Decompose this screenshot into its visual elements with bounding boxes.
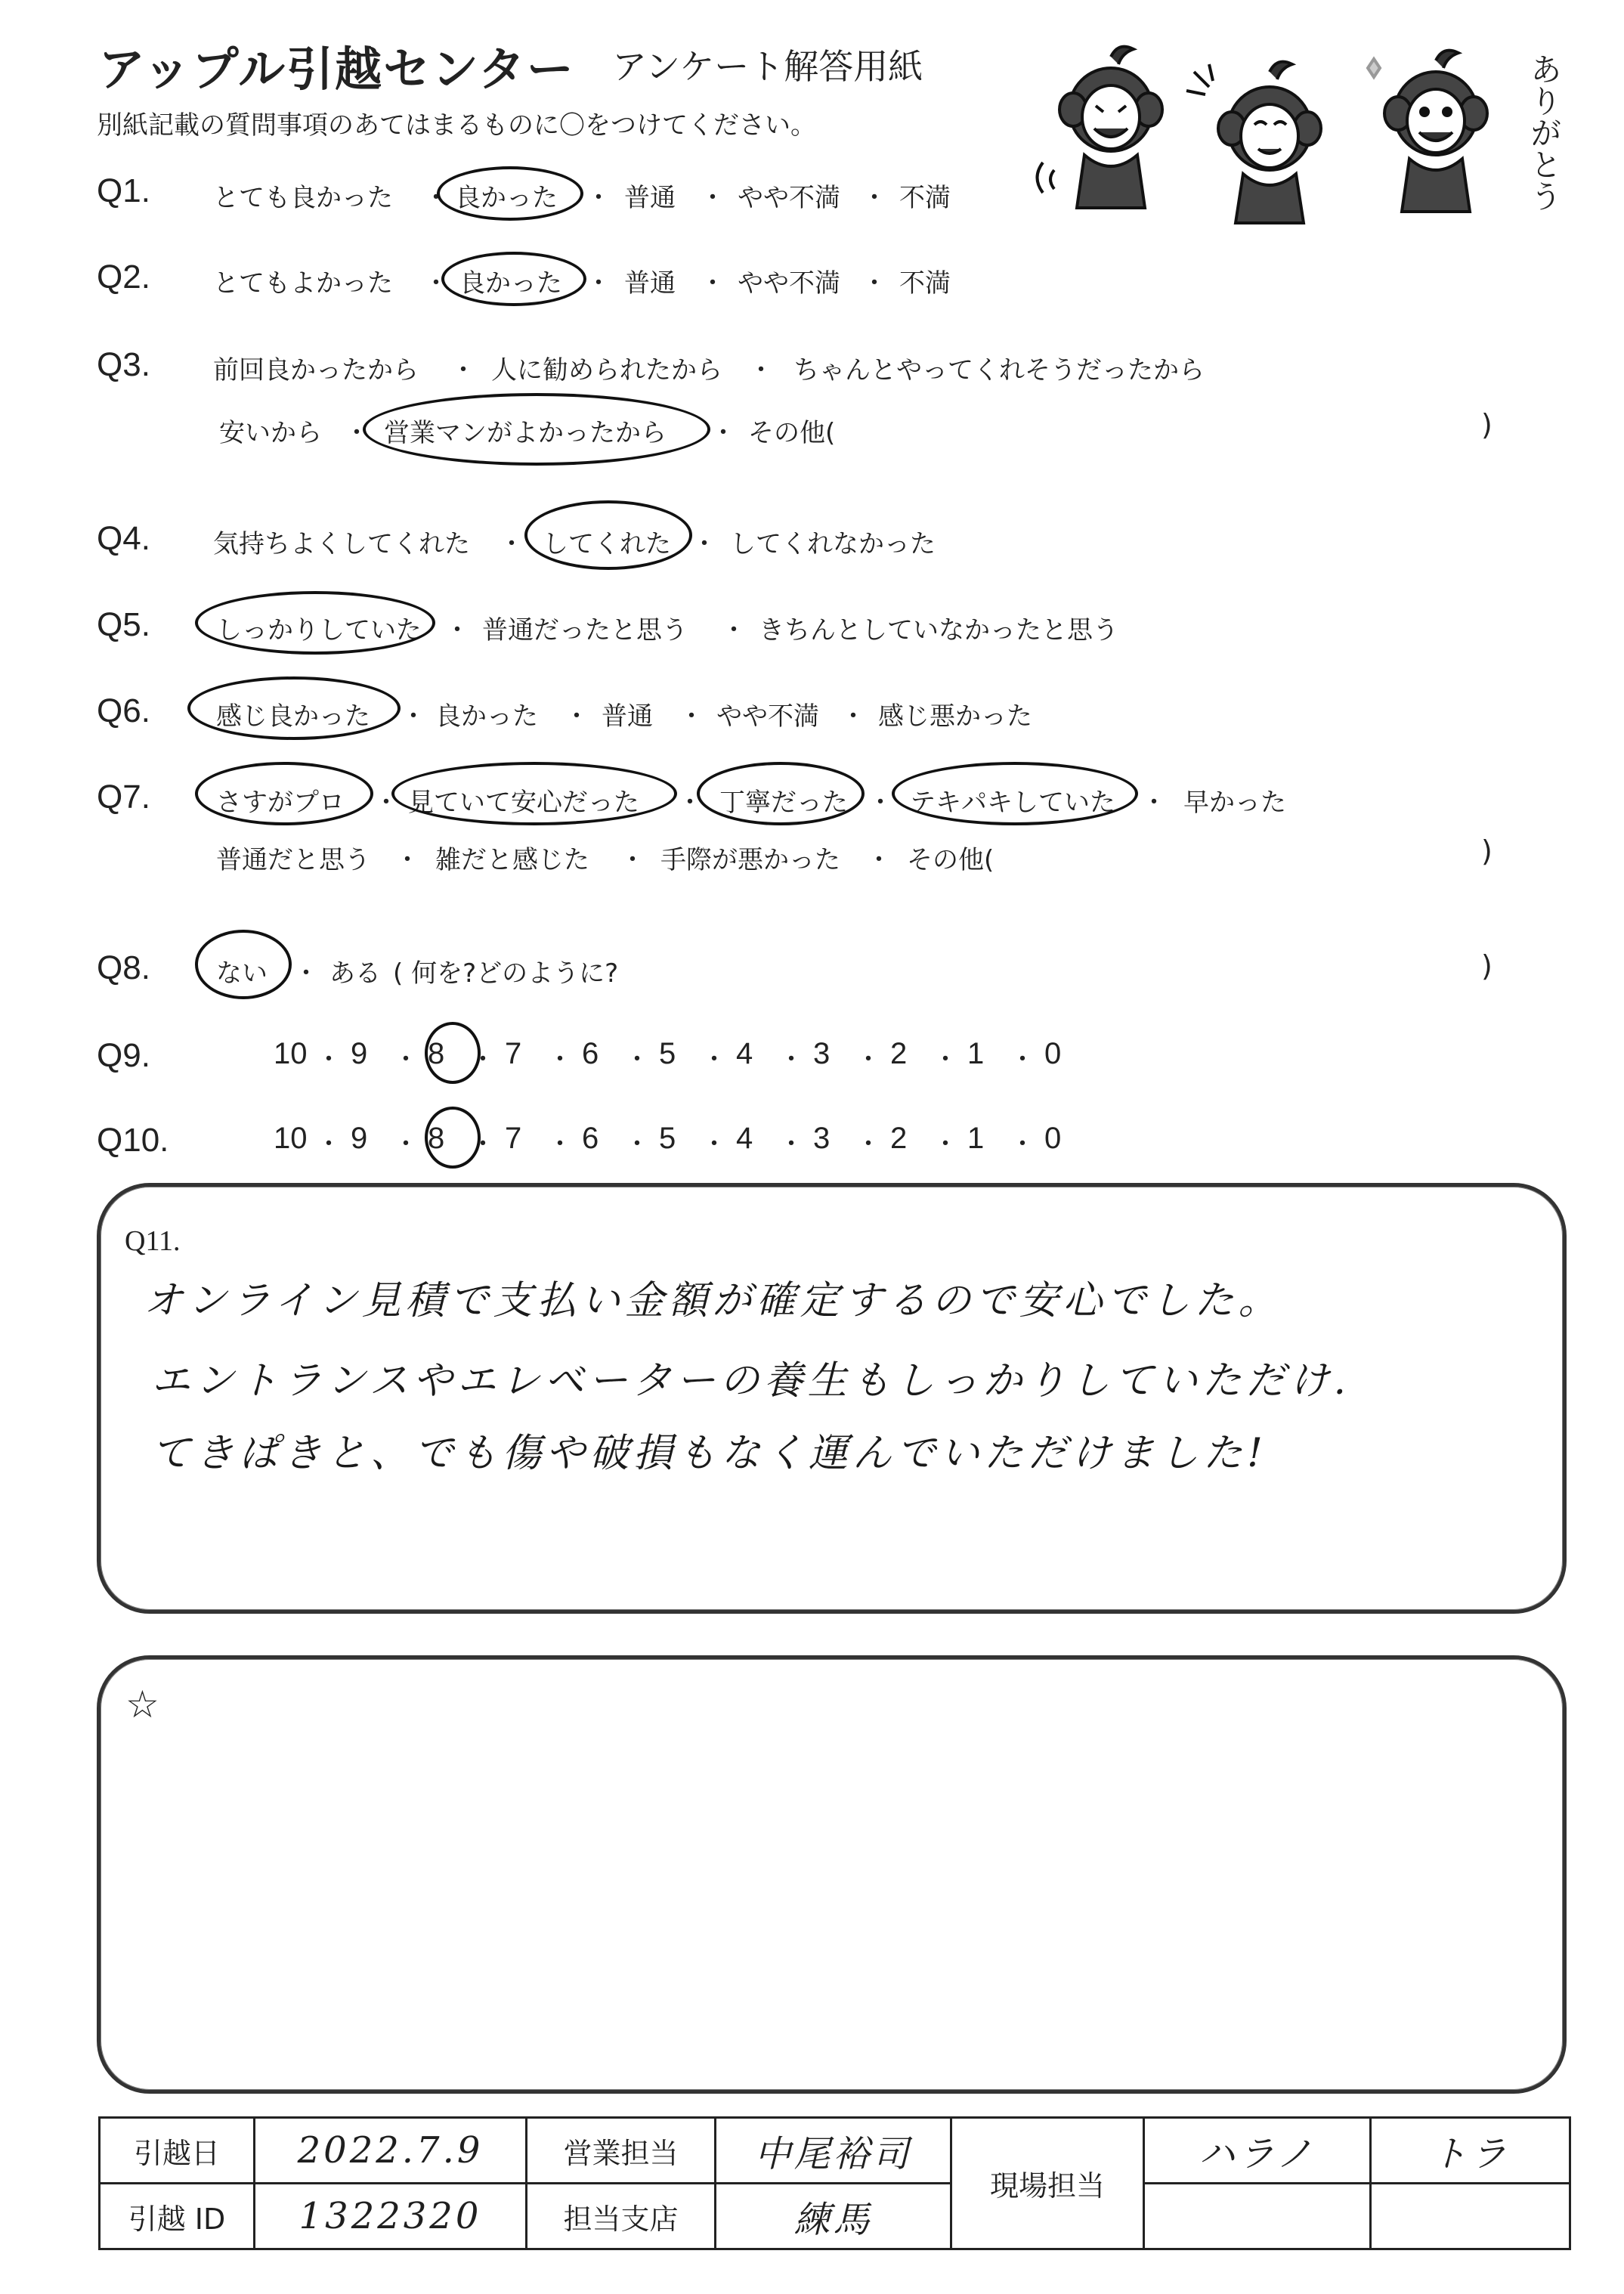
thanks-label: ありがとう: [1526, 53, 1563, 212]
q9-selected-circle: [425, 1022, 481, 1084]
separator-dot: ・: [868, 788, 893, 818]
star-comment-box[interactable]: [97, 1655, 1567, 2094]
q5-option-1[interactable]: しっかりしていた: [216, 615, 422, 645]
q6-option-4[interactable]: やや不満: [716, 701, 819, 732]
separator-dot: ・: [933, 1129, 958, 1159]
q5-option-3[interactable]: きちんとしていなかったと思う: [759, 615, 1118, 645]
q4-option-1[interactable]: 気持ちよくしてくれた: [213, 529, 470, 559]
separator-dot: ・: [344, 418, 370, 448]
separator-dot: ・: [393, 1129, 419, 1159]
q8-option-none[interactable]: ない: [216, 958, 268, 989]
q10-scale-value[interactable]: 2: [890, 1122, 908, 1155]
separator-dot: ・: [444, 615, 470, 645]
q7-close-paren: ): [1481, 834, 1493, 868]
separator-dot: ・: [710, 418, 736, 448]
separator-dot: ・: [293, 958, 319, 989]
q9-scale-value[interactable]: 4: [736, 1037, 753, 1070]
q10-scale-value[interactable]: 8: [428, 1122, 445, 1155]
site-staff-4: [1371, 2184, 1570, 2249]
q7-selected-circle-4: [892, 762, 1138, 825]
monkey-middle-icon: [1186, 62, 1321, 223]
sales-staff-label: 営業担当: [527, 2118, 716, 2184]
q1-label: Q1.: [97, 172, 150, 209]
q11-label: Q11.: [125, 1225, 181, 1257]
separator-dot: ・: [394, 845, 420, 875]
separator-dot: ・: [691, 529, 717, 559]
separator-dot: ・: [1010, 1045, 1035, 1075]
q7-option-8[interactable]: 手際が悪かった: [660, 845, 840, 875]
q7-selected-circle-1: [195, 762, 373, 825]
separator-dot: ・: [470, 1129, 496, 1159]
separator-dot: ・: [933, 1045, 958, 1075]
q7-option-other[interactable]: その他(: [907, 845, 995, 875]
q9-scale-value[interactable]: 6: [582, 1037, 599, 1070]
q9-rating-scale: [274, 1037, 1075, 1082]
separator-dot: ・: [624, 1045, 650, 1075]
q1-option-2[interactable]: 良かった: [455, 183, 558, 213]
q3-selected-circle: [363, 393, 710, 466]
separator-dot: ・: [423, 183, 449, 213]
q11-handwritten-line-1: オンライン見積で支払い金額が確定するので安心でした。: [144, 1278, 1282, 1323]
separator-dot: ・: [1141, 788, 1167, 818]
q9-scale-value[interactable]: 1: [967, 1037, 985, 1070]
separator-dot: ・: [778, 1129, 804, 1159]
separator-dot: ・: [721, 615, 747, 645]
q7-option-1[interactable]: さすがプロ: [216, 788, 345, 818]
separator-dot: ・: [373, 788, 399, 818]
q2-option-2[interactable]: 良かった: [459, 268, 562, 299]
monkey-mascots-illustration: [1028, 42, 1542, 231]
move-date-label: 引越日: [100, 2118, 255, 2184]
separator-dot: ・: [586, 268, 611, 299]
separator-dot: ・: [586, 183, 611, 213]
q3-option-5[interactable]: 営業マンがよかったから: [384, 418, 667, 448]
q6-option-1[interactable]: 感じ良かった: [216, 701, 370, 732]
q10-rating-scale: [274, 1122, 1075, 1167]
q8-prompt: ( 何を?どのように?: [393, 958, 619, 989]
q3-label: Q3.: [97, 346, 150, 383]
separator-dot: ・: [861, 183, 887, 213]
q4-label: Q4.: [97, 520, 150, 557]
q9-scale-value[interactable]: 2: [890, 1037, 908, 1070]
separator-dot: ・: [855, 1045, 881, 1075]
q10-scale-value[interactable]: 3: [813, 1122, 831, 1155]
q7-selected-circle-3: [697, 762, 865, 825]
q5-label: Q5.: [97, 606, 150, 643]
q4-option-2[interactable]: してくれた: [543, 529, 671, 559]
q2-label: Q2.: [97, 259, 150, 296]
q8-selected-circle: [195, 930, 292, 999]
q1-option-4[interactable]: やや不満: [738, 183, 840, 213]
separator-dot: ・: [547, 1045, 573, 1075]
separator-dot: ・: [393, 1045, 419, 1075]
q10-scale-value[interactable]: 5: [659, 1122, 676, 1155]
branch-label: 担当支店: [527, 2184, 716, 2249]
q2-option-3[interactable]: 普通: [624, 268, 676, 299]
move-id-value: 1322320: [255, 2184, 527, 2249]
q7-option-7[interactable]: 雑だと感じた: [435, 845, 589, 875]
sales-staff-value: 中尾裕司: [716, 2118, 951, 2184]
q7-option-2[interactable]: 見ていて安心だった: [408, 788, 639, 818]
separator-dot: ・: [866, 845, 892, 875]
q2-option-1[interactable]: とてもよかった: [213, 268, 393, 299]
q9-label: Q9.: [97, 1037, 150, 1074]
q2-option-4[interactable]: やや不満: [738, 268, 840, 299]
move-date-value: 2022.7.9: [255, 2118, 527, 2184]
q6-option-3[interactable]: 普通: [602, 701, 653, 732]
separator-dot: ・: [701, 1129, 727, 1159]
separator-dot: ・: [470, 1045, 496, 1075]
separator-dot: ・: [700, 183, 725, 213]
q7-option-6[interactable]: 普通だと思う: [216, 845, 370, 875]
monkey-right-icon: [1368, 51, 1487, 212]
q8-option-some[interactable]: ある: [329, 958, 381, 989]
q10-scale-value[interactable]: 10: [274, 1122, 308, 1155]
instruction-text: 別紙記載の質問事項のあてはまるものに〇をつけてください。: [97, 110, 816, 141]
separator-dot: ・: [624, 1129, 650, 1159]
q7-option-3[interactable]: 丁寧だった: [719, 788, 848, 818]
q4-selected-circle: [524, 500, 692, 570]
separator-dot: ・: [679, 701, 704, 732]
q10-scale-value[interactable]: 1: [967, 1122, 985, 1155]
q6-label: Q6.: [97, 692, 150, 729]
brand-title: アップル引越センター: [98, 42, 575, 97]
separator-dot: ・: [748, 355, 774, 385]
q10-scale-value[interactable]: 7: [505, 1122, 522, 1155]
q9-scale-value[interactable]: 7: [505, 1037, 522, 1070]
q10-selected-circle: [425, 1107, 481, 1169]
separator-dot: ・: [423, 268, 449, 299]
form-subtitle: アンケート解答用紙: [612, 46, 923, 87]
q10-scale-value[interactable]: 6: [582, 1122, 599, 1155]
q6-option-2[interactable]: 良かった: [435, 701, 538, 732]
branch-value: 練馬: [716, 2184, 951, 2249]
q8-close-paren: ): [1481, 949, 1493, 983]
q7-label: Q7.: [97, 779, 150, 816]
separator-dot: ・: [861, 268, 887, 299]
q9-scale-value[interactable]: 8: [428, 1037, 445, 1070]
star-icon: ☆: [125, 1683, 159, 1726]
separator-dot: ・: [564, 701, 589, 732]
footer-info-table: [98, 2116, 1571, 2250]
site-staff-label: 現場担当: [951, 2118, 1144, 2249]
separator-dot: ・: [840, 701, 866, 732]
q1-selected-circle: [437, 166, 583, 221]
q10-label: Q10.: [97, 1122, 169, 1159]
separator-dot: ・: [1010, 1129, 1035, 1159]
q5-option-2[interactable]: 普通だったと思う: [482, 615, 688, 645]
q7-option-5[interactable]: 早かった: [1183, 788, 1286, 818]
q9-scale-value[interactable]: 5: [659, 1037, 676, 1070]
move-id-label: 引越 ID: [100, 2184, 255, 2249]
separator-dot: ・: [401, 701, 426, 732]
q9-scale-value[interactable]: 10: [274, 1037, 308, 1070]
separator-dot: ・: [701, 1045, 727, 1075]
q2-option-5[interactable]: 不満: [899, 268, 951, 299]
separator-dot: ・: [700, 268, 725, 299]
q11-handwritten-line-3: てきぱきと、でも傷や破損もなく運んでいただけました!: [151, 1431, 1267, 1476]
q1-option-3[interactable]: 普通: [624, 183, 676, 213]
q10-scale-value[interactable]: 0: [1044, 1122, 1062, 1155]
separator-dot: ・: [499, 529, 524, 559]
q10-scale-value[interactable]: 4: [736, 1122, 753, 1155]
q2-selected-circle: [441, 252, 586, 306]
q3-option-other[interactable]: その他(: [748, 418, 836, 448]
site-staff-1: ハラノ: [1144, 2118, 1371, 2184]
q6-option-5[interactable]: 感じ悪かった: [878, 701, 1032, 732]
q3-option-3[interactable]: ちゃんとやってくれそうだったから: [793, 355, 1205, 385]
separator-dot: ・: [316, 1045, 342, 1075]
q7-option-4[interactable]: テキパキしていた: [910, 788, 1115, 818]
separator-dot: ・: [778, 1045, 804, 1075]
q11-handwritten-line-2: エントランスやエレベーターの養生もしっかりしていただけ.: [151, 1358, 1350, 1404]
q7-selected-circle-2: [391, 762, 677, 825]
q9-scale-value[interactable]: 3: [813, 1037, 831, 1070]
q8-label: Q8.: [97, 949, 150, 986]
separator-dot: ・: [855, 1129, 881, 1159]
q9-scale-value[interactable]: 9: [351, 1037, 368, 1070]
site-staff-2: トラ: [1371, 2118, 1570, 2184]
separator-dot: ・: [450, 355, 476, 385]
q3-option-4[interactable]: 安いから: [219, 418, 322, 448]
separator-dot: ・: [620, 845, 645, 875]
q3-option-2[interactable]: 人に勧められたから: [491, 355, 722, 385]
separator-dot: ・: [677, 788, 703, 818]
q4-option-3[interactable]: してくれなかった: [730, 529, 936, 559]
separator-dot: ・: [547, 1129, 573, 1159]
q10-scale-value[interactable]: 9: [351, 1122, 368, 1155]
q3-option-1[interactable]: 前回良かったから: [213, 355, 419, 385]
q6-selected-circle: [187, 676, 401, 740]
monkey-left-icon: [1038, 47, 1163, 208]
q3-close-paren: ): [1481, 408, 1493, 441]
q1-option-1[interactable]: とても良かった: [213, 183, 393, 213]
q5-selected-circle: [195, 591, 435, 655]
q1-option-5[interactable]: 不満: [899, 183, 951, 213]
site-staff-3: [1144, 2184, 1371, 2249]
q9-scale-value[interactable]: 0: [1044, 1037, 1062, 1070]
separator-dot: ・: [316, 1129, 342, 1159]
